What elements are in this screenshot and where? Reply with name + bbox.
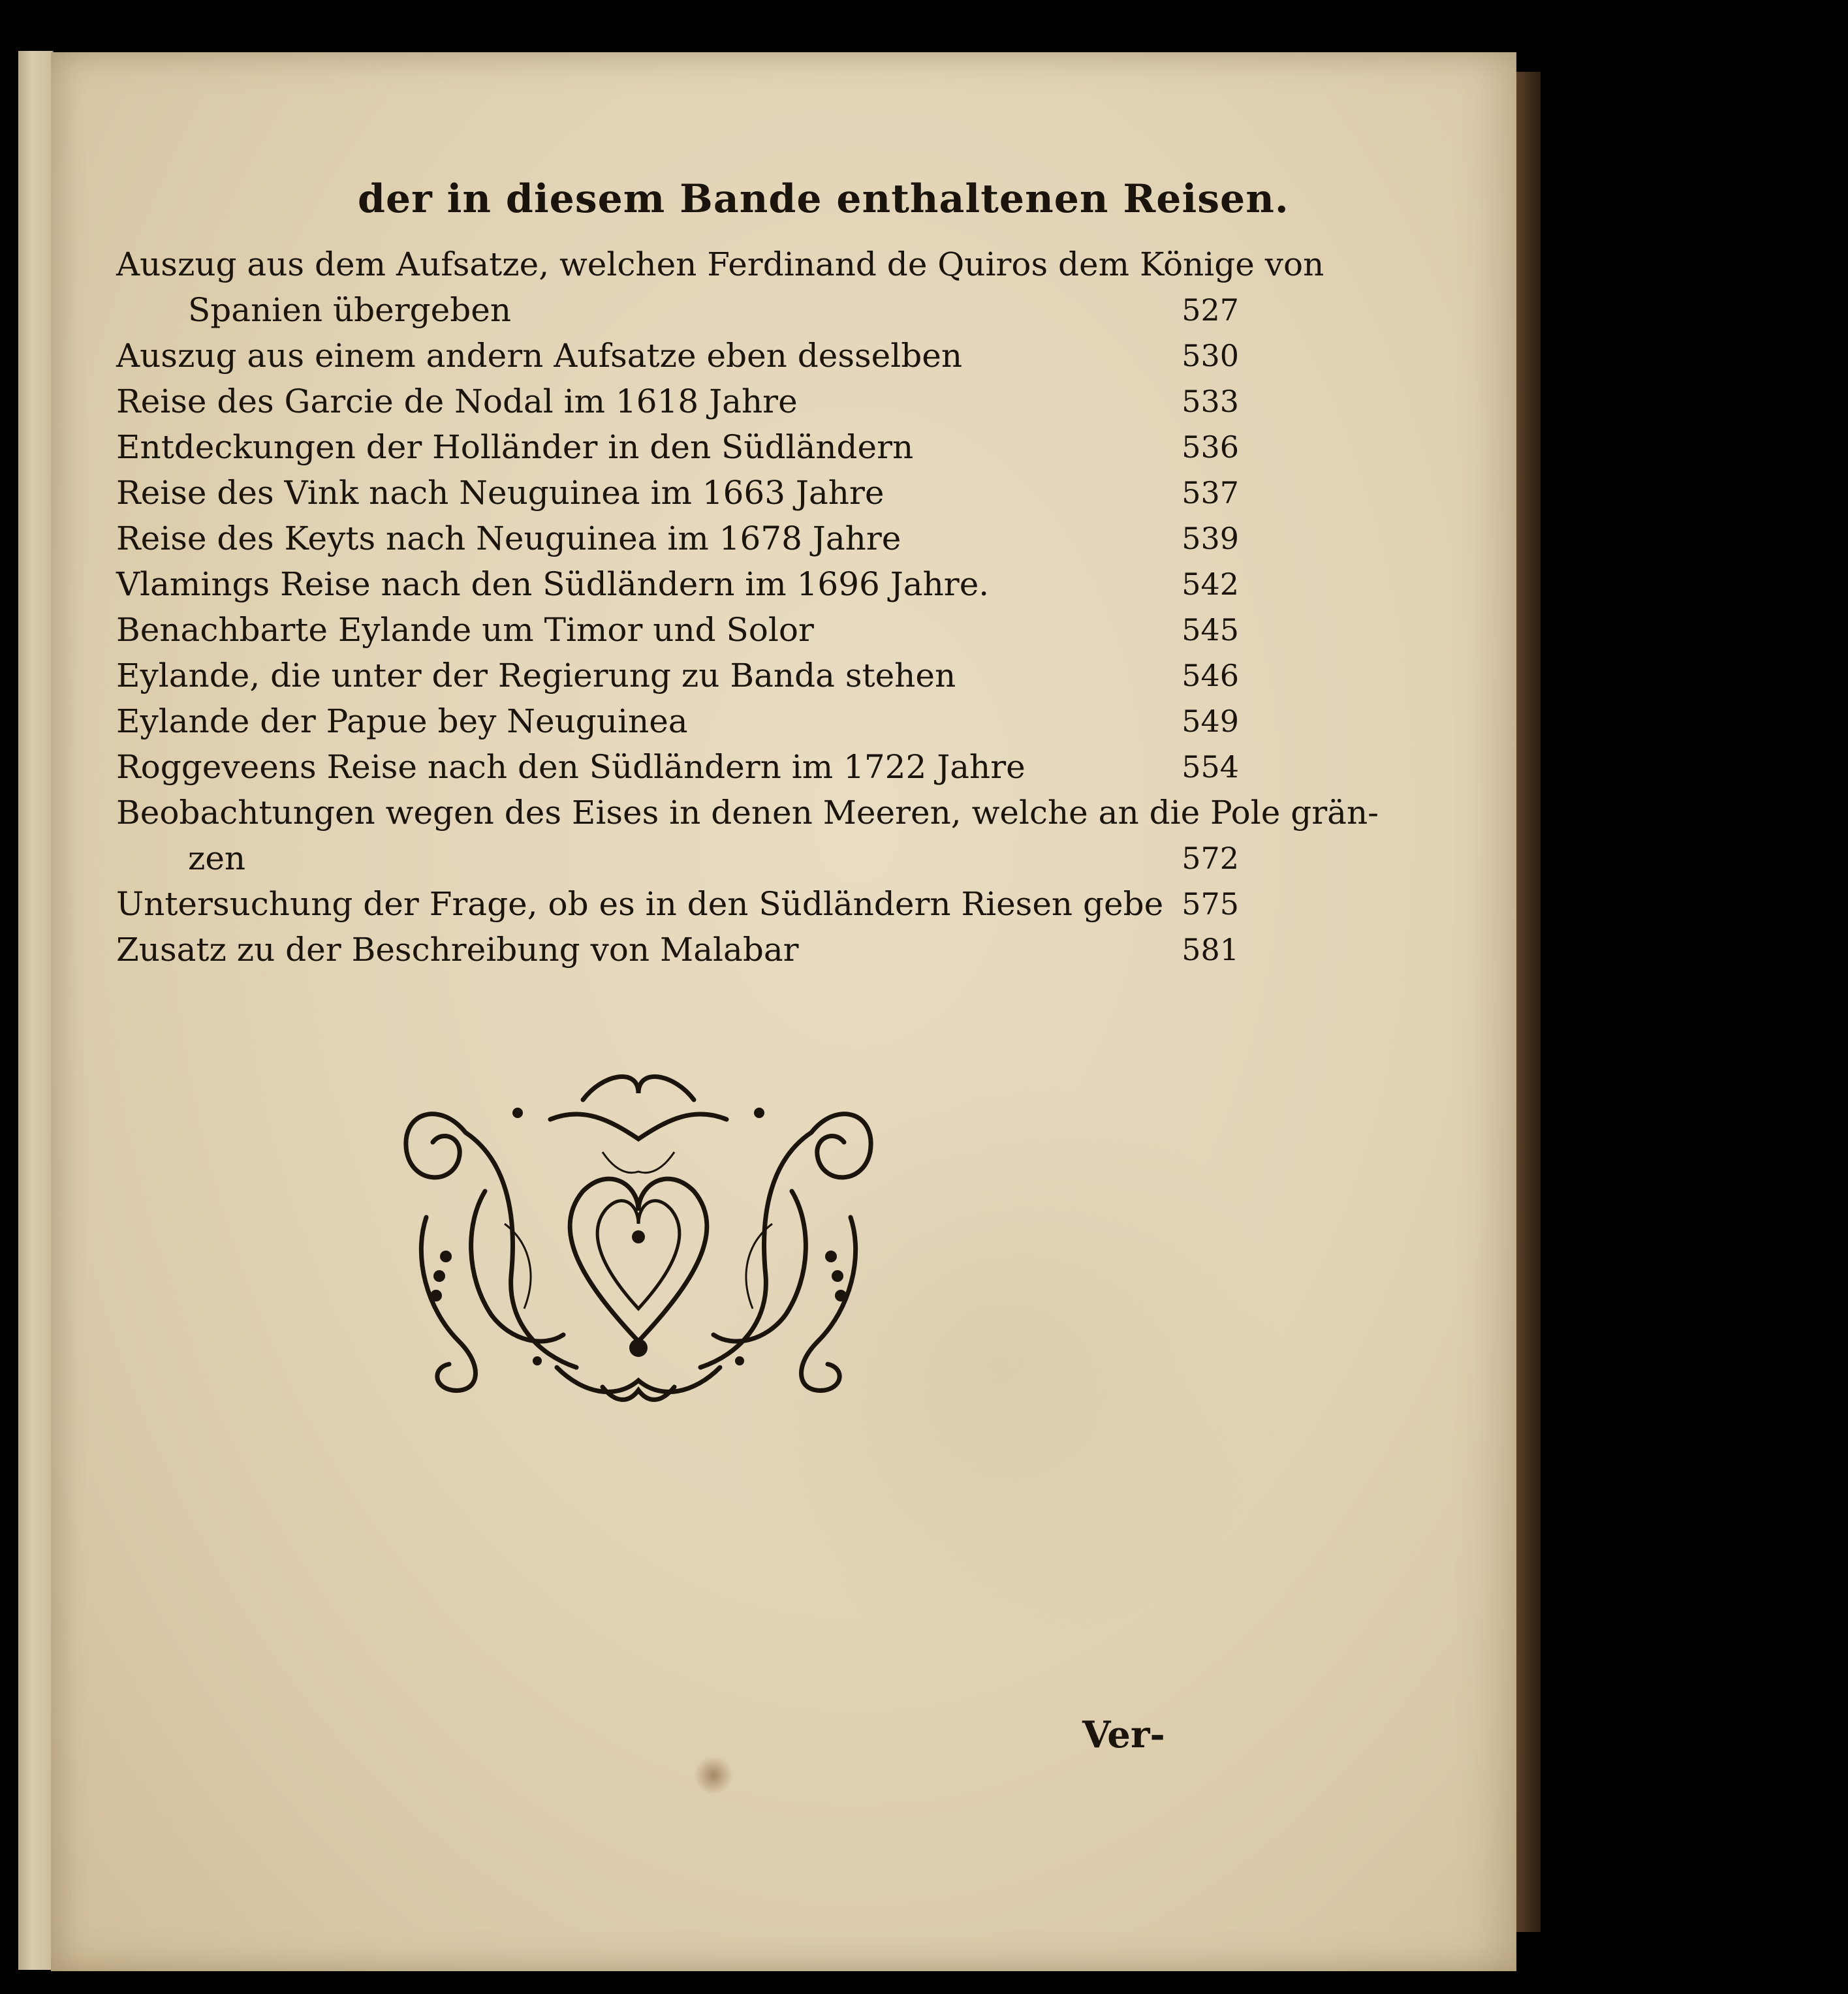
toc-entry xyxy=(116,835,1239,881)
toc-entry-title: Reise des Garcie de Nodal im 1618 Jahre xyxy=(116,382,798,420)
toc-entry-page-number: 542 xyxy=(1182,567,1239,602)
toc-entry-title: Beobachtungen wegen des Eises in denen Meeren, welche an die Pole grän- xyxy=(116,794,1379,832)
toc-entry-page-number: 536 xyxy=(1182,429,1239,465)
toc-entry xyxy=(116,241,1324,287)
toc-entry-title: Eylande, die unter der Regierung zu Banda stehen xyxy=(116,657,956,694)
toc-entry-title: Vlamings Reise nach den Südländern im 1696 Jahre. xyxy=(116,565,990,603)
toc-entry-title: Benachbarte Eylande um Timor und Solor xyxy=(116,611,814,649)
toc-entry-page-number: 549 xyxy=(1182,704,1239,739)
toc-entry-title: Entdeckungen der Holländer in den Südländern xyxy=(116,428,914,466)
toc-entry xyxy=(116,516,1239,561)
toc-entry xyxy=(116,744,1239,790)
toc-entry-title: Reise des Vink nach Neuguinea im 1663 Jahre xyxy=(116,474,885,512)
toc-entry xyxy=(116,287,1239,333)
toc-entry xyxy=(116,470,1239,516)
toc-entry-page-number: 537 xyxy=(1182,475,1239,510)
toc-entry xyxy=(116,790,1379,835)
toc-entry-title: Spanien übergeben xyxy=(188,291,512,329)
toc-entry xyxy=(116,698,1239,744)
toc-entry-title: Eylande der Papue bey Neuguinea xyxy=(116,702,688,740)
toc-entry xyxy=(116,927,1239,973)
table-of-contents xyxy=(116,241,1379,973)
toc-entry-page-number: 533 xyxy=(1182,384,1239,419)
toc-entry-page-number: 572 xyxy=(1182,841,1239,876)
facing-page-edge xyxy=(18,51,54,1970)
toc-entry-title: zen xyxy=(188,839,246,877)
toc-entry-page-number: 527 xyxy=(1182,292,1239,328)
toc-entry-page-number: 545 xyxy=(1182,612,1239,647)
toc-entry xyxy=(116,424,1239,470)
page-heading: der in diesem Bande enthaltenen Reisen. xyxy=(358,176,1289,222)
toc-entry xyxy=(116,881,1239,927)
toc-entry xyxy=(116,607,1239,653)
toc-entry-title: Untersuchung der Frage, ob es in den Südländern Riesen gebe xyxy=(116,885,1164,923)
toc-entry-title: Auszug aus einem andern Aufsatze eben desselben xyxy=(116,337,963,375)
toc-entry-page-number: 539 xyxy=(1182,521,1239,556)
toc-entry-title: Roggeveens Reise nach den Südländern im 1722 Jahre xyxy=(116,748,1026,786)
toc-entry-page-number: 554 xyxy=(1182,749,1239,785)
catchword: Ver- xyxy=(1082,1713,1165,1756)
paper-stain xyxy=(694,1756,733,1795)
toc-entry-page-number: 530 xyxy=(1182,338,1239,373)
toc-entry xyxy=(116,333,1239,379)
toc-entry-title: Auszug aus dem Aufsatze, welchen Ferdinand de Quiros dem Könige von xyxy=(116,245,1324,283)
toc-entry xyxy=(116,379,1239,424)
toc-entry-title: Zusatz zu der Beschreibung von Malabar xyxy=(116,931,799,969)
toc-entry-page-number: 546 xyxy=(1182,658,1239,693)
toc-entry-title: Reise des Keyts nach Neuguinea im 1678 Jahre xyxy=(116,520,901,557)
toc-entry xyxy=(116,561,1239,607)
toc-entry-page-number: 575 xyxy=(1182,886,1239,922)
decorative-tailpiece-ornament xyxy=(387,1061,890,1407)
book-page xyxy=(51,52,1516,1971)
toc-entry-page-number: 581 xyxy=(1182,932,1239,967)
toc-entry xyxy=(116,653,1239,698)
